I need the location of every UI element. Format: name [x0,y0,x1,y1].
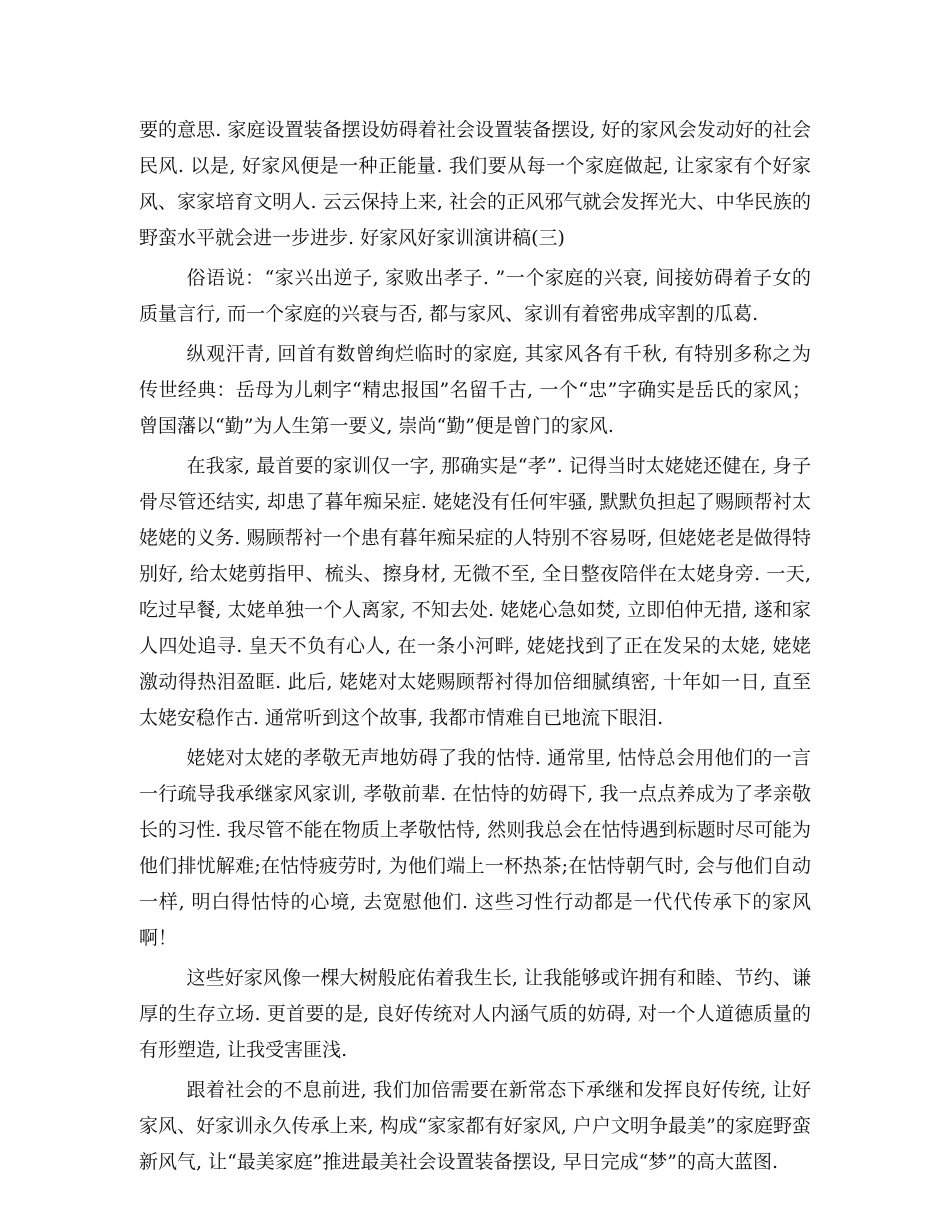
document-body [139,112,811,1184]
paragraph-conclusion: 跟着社会的不息前进, 我们加倍需要在新常态下承继和发挥良好传统, 让好家风、好家训永久传承上来, 构成“家家都有好家风, 户户文明争最美”的家庭野蛮新风气, 让“最美家庭”推进最美社会设置装备摆设, 早日完成“梦”的高大蓝图. [139,1079,811,1173]
paragraph-history: 纵观汗青, 回首有数曾绚烂临时的家庭, 其家风各有千秋, 有特别多称之为传世经典：岳母为儿刺字“精忠报国”名留千古, 一个“忠”字确实是岳氏的家风；曾国藩以“勤”为人生第一要义, 崇尚“勤”便是曾门的家风. [139,343,811,437]
paragraph-family-motto: 在我家, 最首要的家训仅一字, 那确实是“孝”. 记得当时太姥姥还健在, 身子骨尽管还结实, 却患了暮年痴呆症. 姥姥没有任何牢骚, 默默负担起了赐顾帮衬太姥姥的义务. 赐顾帮衬一个患有暮年痴呆症的人特别不容易呀, 但姥姥老是做得特别好, 给太姥剪指甲、梳头、擦身材, 无微不至, 全日整夜陪伴在太姥身旁. 一天, 吃过早餐, 太姥单独一个人离家, 不知去处. 姥姥心急如焚, 立即伯仲无措, 遂和家人四处追寻. 皇天不负有心人, 在一条小河畔, 姥姥找到了正在发呆的太姥, 姥姥激动得热泪盈眶. 此后, 姥姥对太姥赐顾帮衬得加倍细腻缜密, 十年如一日, 直至太姥安稳作古. 通常听到这个故事, 我都市情难自已地流下眼泪. [139,455,811,729]
paragraph-continuation: 要的意思. 家庭设置装备摆设妨碍着社会设置装备摆设, 好的家风会发动好的社会民风. 以是, 好家风便是一种正能量. 我们要从每一个家庭做起, 让家家有个好家风、家家培育文明人. 云云保持上来, 社会的正风邪气就会发挥光大、中华民族的野蛮水平就会进一步进步. 好家风好家训演讲稿(三) [139,119,811,249]
paragraph-parents: 姥姥对太姥的孝敬无声地妨碍了我的怙恃. 通常里, 怙恃总会用他们的一言一行疏导我承继家风家训, 孝敬前辈. 在怙恃的妨碍下, 我一点点养成为了孝亲敬长的习性. 我尽管不能在物质上孝敬怙恃, 然则我总会在怙恃遇到标题时尽可能为他们排忧解难;在怙恃疲劳时, 为他们端上一杯热茶;在怙恃朝气时, 会与他们自动一样, 明白得怙恃的心境, 去宽慰他们. 这些习性行动都是一代代传承下的家风啊！ [139,747,811,949]
paragraph-proverb: 俗语说：“家兴出逆子, 家败出孝子. ”一个家庭的兴衰, 间接妨碍着子女的质量言行, 而一个家庭的兴衰与否, 都与家风、家训有着密弗成宰割的瓜葛. [139,267,811,325]
paragraph-growth: 这些好家风像一棵大树般庇佑着我生长, 让我能够或许拥有和睦、节约、谦厚的生存立场. 更首要的是, 良好传统对人内涵气质的妨碍, 对一个人道德质量的有形塑造, 让我受害匪浅. [139,967,811,1061]
